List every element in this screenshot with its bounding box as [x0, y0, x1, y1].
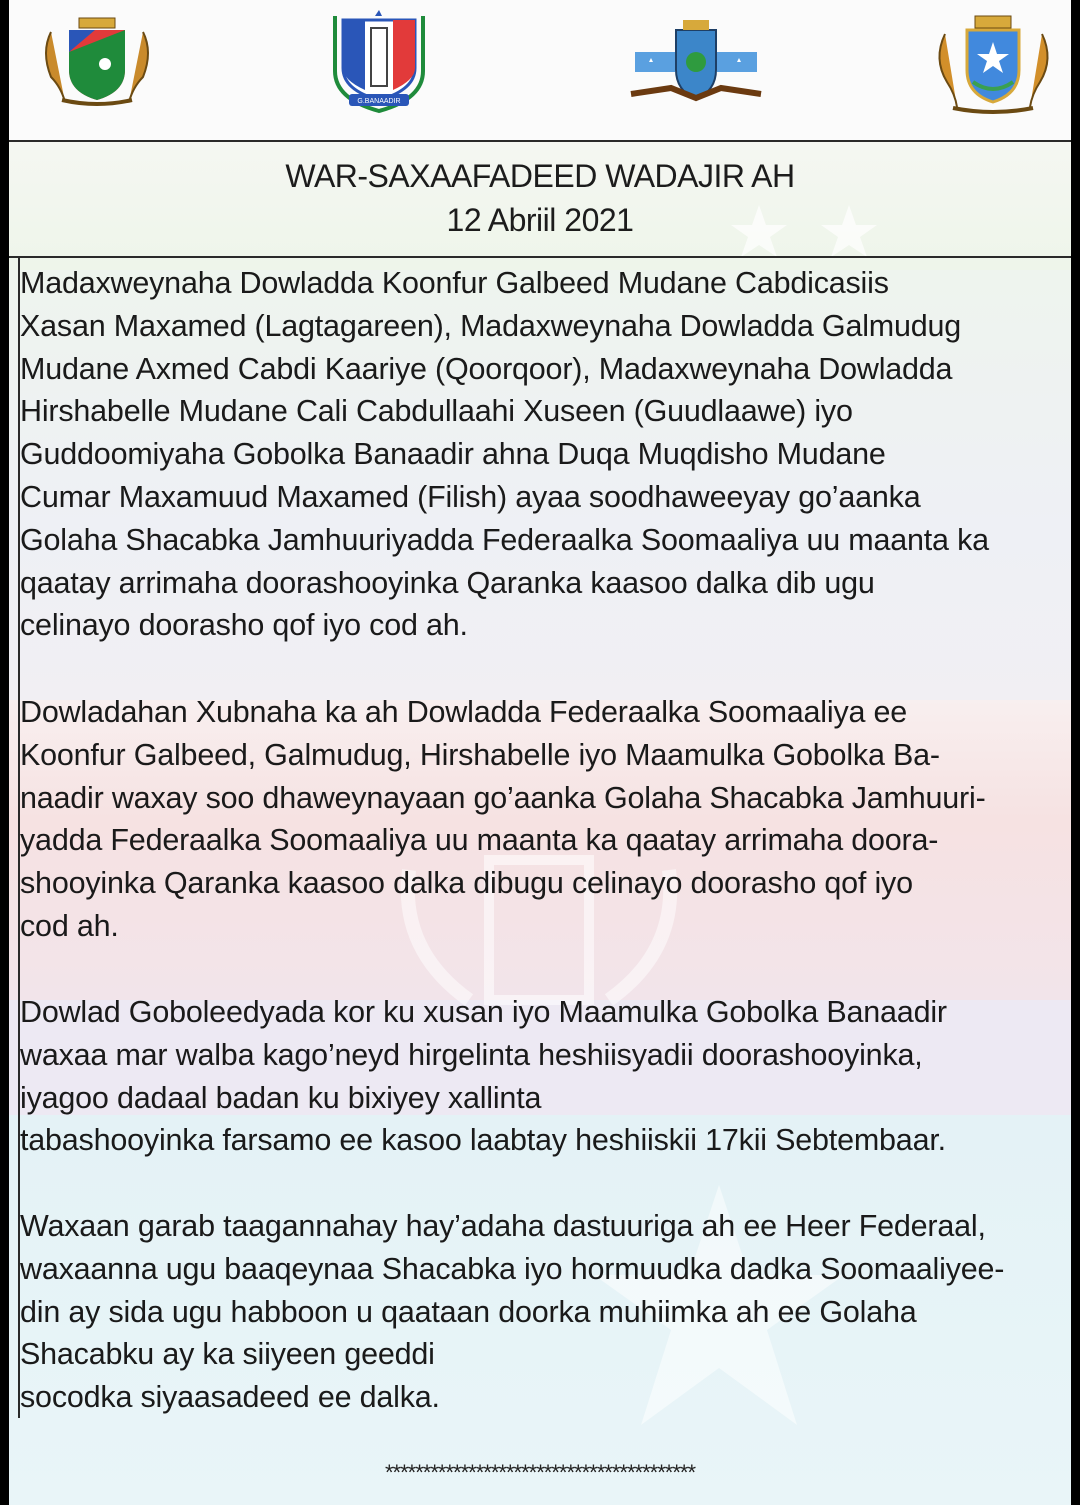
- banaadir-emblem-caption: G.BANAADIR: [357, 98, 401, 105]
- paragraph-2: Dowladahan Xubnaha ka ah Dowladda Federaalka Soomaaliya ee Koonfur Galbeed, Galmudug, Hirshabelle iyo Maamulka Gobolka Ba- naadir waxay soo dhaweynayaan go’aanka Golaha Shacabka Jamhuuri- yadda Federaalka Soomaaliya uu maanta ka qaatay arrimaha doora- shooyinka Qaranka kaasoo dalka dibugu celinayo doorasho qof iyo cod ah.: [20, 695, 986, 943]
- paragraph-3: Dowlad Goboleedyada kor ku xusan iyo Maamulka Gobolka Banaadir waxaa mar walba kago’neyd hirgelinta heshiisyadii doorashooyinka, iyagoo dadaal badan ku bixiyey xallinta tabashooyinka farsamo ee kasoo laabtay heshiiskii 17kii Sebtembaar.: [20, 995, 947, 1158]
- paragraph-1: Madaxweynaha Dowladda Koonfur Galbeed Mudane Cabdicasiis Xasan Maxamed (Lagtagareen), Madaxweynaha Dowladda Galmudug Mudane Axmed Cabdi Kaariye (Qoorqoor), Madaxweynaha Dowladda Hirshabelle Mudane Cali Cabdullaahi Xuseen (Guudlaawe) iyo Guddoomiyaha Gobolka Banaadir ahna Duqa Muqdisho Mudane Cumar Maxamuud Maxamed (Filish) ayaa soodhaweeyay go’aanka Golaha Shacabka Jamhuuriyadda Federaalka Soomaaliya uu maanta ka qaatay arrimaha doorashooyinka Qaranka kaasoo dalka dib ugu celinayo doorasho qof iyo cod ah.: [20, 266, 989, 643]
- paragraph-4: Waxaan garab taagannahay hay’adaha dastuuriga ah ee Heer Federaal, waxaanna ugu baaqeynaa Shacabka iyo hormuudka dadka Soomaaliyee- din ay sida ugu habboon u qaataan doorka muhiimka ah ee Golaha Shacabku ay ka siiyeen geeddi socodka siyaasadeed ee dalka.: [20, 1209, 1005, 1415]
- press-release-page: [9, 0, 1071, 1505]
- banaadir-region-emblem-icon: [329, 10, 429, 115]
- emblems-header: [9, 0, 1071, 140]
- closing-separator: *****************************************: [384, 1460, 696, 1485]
- press-release-date: 12 Abriil 2021: [446, 202, 634, 238]
- galmudug-state-emblem-icon: [621, 16, 771, 116]
- somalia-coat-of-arms-icon: [931, 12, 1056, 117]
- south-west-state-emblem-icon: [37, 12, 157, 107]
- header-divider: [9, 140, 1071, 142]
- press-release-title: WAR-SAXAAFADEED WADAJIR AH: [285, 158, 795, 194]
- title-divider: [9, 256, 1071, 258]
